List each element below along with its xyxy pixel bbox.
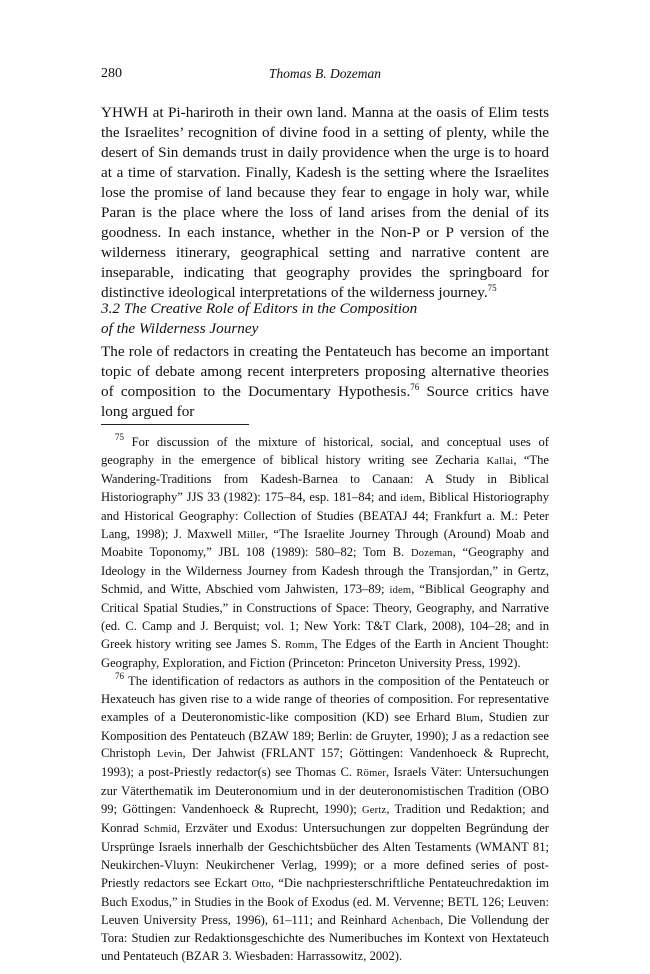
fn75-text: , The Edges of the Earth in Ancient Thought: Geography, Exploration, and Fiction (Princeton: Princeton University Press, 1992). [101, 636, 550, 670]
running-head: Thomas B. Dozeman [268, 66, 382, 81]
fn75-text: For discussion of the mixture of historical, social, and conceptual uses of geography in the emergence of biblical history writing see Zecharia [101, 435, 549, 467]
fn75-text: , “Biblical Geography and Critical Spatial Studies,” in Constructions of Space: Theory, Geography, and Narrative (ed. C. Camp and J. Berquist; vol. 1; New York: T&T Clark, 2008), 104–28; and in Greek history writing see James S. [101, 582, 549, 651]
footnote-75 [101, 434, 549, 673]
fn76-text: , Der Jahwist (FRLANT 157; Göttingen: Vandenhoeck & Ruprecht, 1993); a post-Priestly redactor(s) see Thomas C. [101, 746, 549, 780]
footnote-ref-76[interactable]: 76 [410, 382, 420, 392]
fn76-author: Otto [251, 878, 271, 890]
fn76-author: Schmid [143, 824, 177, 836]
fn75-author: idem [389, 585, 412, 597]
fn76-author: Levin [157, 749, 183, 761]
fn75-text: , “The Wandering-Traditions from Kadesh-Barnea to Canaan: A Study in Biblical Historiography” JJS 33 (1982): 175–84, esp. 181–84; and [101, 452, 550, 504]
fn76-text: , Die Vollendung der Tora: Studien zur Redaktionsgeschichte des Numeribuches im Kontext von Hextateuch und Pentateuch (BZAR 3. Wiesbaden: Harrassowitz, 2002). [101, 912, 549, 964]
fn76-text: The identification of redactors as authors in the composition of the Pentateuch or Hexateuch has given rise to a wide range of theories of composition. For representative examples of a Deuteronomistic-like composition (KD) see Erhard [101, 673, 549, 724]
section-heading [101, 299, 549, 339]
footnote-ref-75[interactable]: 75 [487, 283, 497, 293]
fn76-text: , Studien zur Komposition des Pentateuch (BZAW 189; Berlin: de Gruyter, 1990); J as a redaction see Christoph [101, 709, 549, 761]
footnote-separator [101, 424, 249, 425]
fn76-text: , Tradition und Redaktion; and Konrad [101, 802, 549, 836]
section-heading-line-2: of the Wilderness Journey [101, 320, 259, 337]
fn76-author: Achenbach [391, 915, 441, 927]
fn75-author: idem [400, 492, 423, 504]
paragraph-2-text-before: The role of redactors in creating the Pentateuch has become an important topic of debate among recent interpreters proposing alternative theories of composition to the Documentary Hypothesis. [101, 343, 549, 400]
footnote-76 [101, 670, 549, 967]
paragraph-2-text-after: Source critics have long argued for [101, 383, 549, 420]
page-number: 280 [101, 66, 122, 81]
fn75-author: Miller [237, 529, 265, 541]
fn76-text: , “Die nachpriesterschriftliche Pentateuchredaktion im Buch Exodus,” in Studies in the Book of Exodus (ed. M. Vervenne; BETL 126; Leuven: Leuven University Press, 1996), 61–111; and Reinhard [101, 875, 549, 927]
fn75-text: , “The Israelite Journey Through (Around) Moab and Moabite Toponomy,” JBL 108 (1989): 580–82; Tom B. [101, 526, 549, 560]
fn75-author: Kallai [486, 455, 514, 467]
fn76-text: , Israels Väter: Untersuchungen zur Väterthematik im Deuteronomium und in der deuteronomistischen Tradition (OBO 99; Göttingen: Vandenhoeck & Ruprecht, 1990); [101, 765, 549, 817]
fn76-author: Römer [356, 768, 386, 780]
footnote-number-75: 75 [115, 432, 124, 442]
body-paragraph-1 [101, 103, 549, 303]
fn75-author: Romm [285, 639, 315, 651]
fn75-author: Dozeman [411, 548, 453, 560]
fn75-text: , Biblical Historiography and Historical Geography: Collection of Studies (BEATAJ 44; Frankfurt a. M.: Peter Lang, 1998); J. Maxwell [101, 489, 549, 541]
fn76-author: Gertz [362, 805, 387, 817]
body-paragraph-2 [101, 342, 549, 422]
footnote-number-76: 76 [115, 670, 124, 681]
fn75-text: , “Geography and Ideology in the Wilderness Journey from Kadesh through the Transjordan,” in Gertz, Schmid, and Witte, Abschied vom Jahwisten, 173–89; [101, 545, 549, 597]
paragraph-1-text: YHWH at Pi-hariroth in their own land. Manna at the oasis of Elim tests the Israelites’ recognition of divine food in a setting of plenty, while the desert of Sin demands trust in daily providence when the urge is to hoard at a time of starvation. Finally, Kadesh is the setting where the Israelites lose the promise of land because they fear to engage in holy war, while Paran is the place where the loss of land arises from the denial of its goodness. In each instance, whether in the Non-P or P version of the wilderness itinerary, geographical setting and narrative content are inseparable, indicating that geography provides the springboard for distinctive ideological interpretations of the wilderness journey. [101, 104, 549, 301]
footnotes [101, 434, 549, 966]
fn76-author: Blum [455, 712, 481, 724]
fn76-text: , Erzväter und Exodus: Untersuchungen zur doppelten Begründung der Ursprünge Israels innerhalb der Geschichtsbücher des Alten Testaments (WMANT 81; Neukirchen-Vluyn: Neukirchener Verlag, 1999); or a more defined series of post-Priestly redactors see Eckart [101, 821, 549, 890]
section-heading-line-1: 3.2 The Creative Role of Editors in the Composition [101, 300, 418, 317]
